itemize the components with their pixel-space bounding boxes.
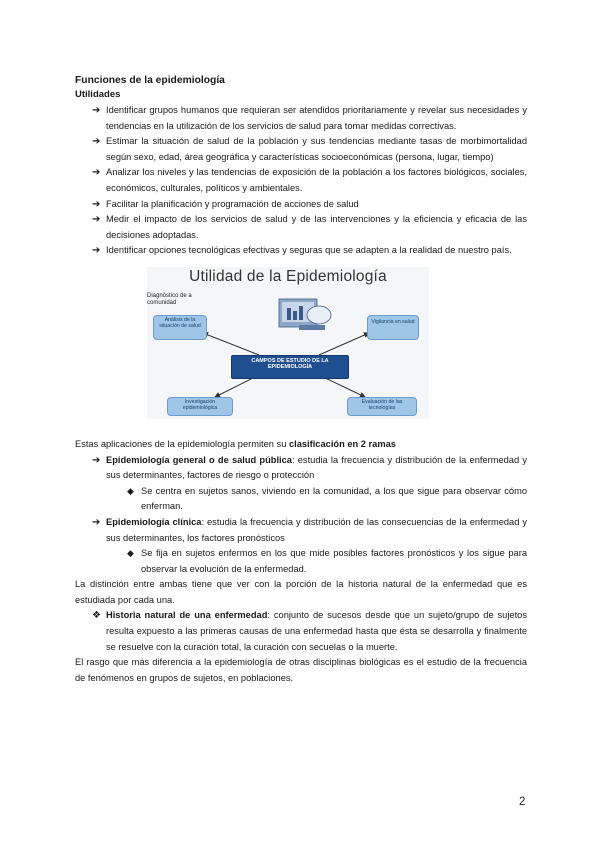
list-item	[75, 546, 527, 577]
arrow-bullet-icon: ➔	[92, 136, 101, 148]
epidemiology-figure	[147, 267, 429, 419]
list-item	[75, 165, 527, 196]
list-item-text: Identificar opciones tecnológicas efectivas y seguras que se adapten a la realidad de nuestro país.	[106, 245, 512, 256]
section-title: Funciones de la epidemiología	[75, 75, 225, 86]
arrow-bullet-icon: ➔	[92, 214, 101, 226]
list-item	[75, 515, 527, 546]
sparkle-bullet-icon: ❖	[92, 610, 101, 622]
diamond-bullet-icon: ◆	[127, 548, 134, 559]
list-item-text: Se fija en sujetos enfermos en los que mide posibles factores pronósticos y los sigue para observar la evolución de la enfermedad.	[141, 548, 527, 574]
list-item-text	[106, 453, 527, 484]
monitor-illustration-icon	[279, 299, 331, 330]
arrow-bullet-icon: ➔	[92, 516, 101, 528]
page-number: 2	[519, 796, 526, 808]
box-situation-analysis: Análisis de la situación de salud	[153, 315, 207, 340]
arrow-bullet-icon: ➔	[92, 245, 101, 257]
list-item-text: Identificar grupos humanos que requieran ser atendidos prioritariamente y revelar sus necesidades y tendencias en la utilización de los servicios de salud para tomar medidas correctivas.	[106, 105, 527, 131]
distinction-paragraph: La distinción entre ambas tiene que ver con la porción de la historia natural de la enfermedad que es estudiada por cada una.	[75, 579, 527, 605]
utilities-list	[75, 103, 527, 259]
classification-intro-bold: clasificación en 2 ramas	[288, 438, 396, 449]
page-content	[75, 74, 527, 686]
list-item-text: Estimar la situación de salud de la población y sus tendencias mediante tasas de morbimortalidad según sexo, edad, área geográfica y características socioeconómicas (persona, lugar, tiempo)	[106, 136, 527, 162]
list-item	[75, 134, 527, 165]
section-subtitle: Utilidades	[75, 89, 121, 100]
list-item	[75, 197, 527, 213]
classification-intro-text: Estas aplicaciones de la epidemiología permiten su	[75, 438, 289, 449]
list-item	[75, 103, 527, 134]
box-technology-evaluation: Evaluación de las tecnologías	[347, 397, 417, 416]
figure-note: Diagnóstico de a comunidad	[147, 292, 192, 306]
figure-title: Utilidad de la Epidemiología	[189, 267, 387, 285]
branch2-term: Epidemiología clínica	[106, 516, 202, 527]
arrow-bullet-icon: ➔	[92, 167, 101, 179]
box-study-fields: CAMPOS DE ESTUDIO DE LA EPIDEMIOLOGÍA	[231, 355, 349, 379]
list-item	[75, 608, 527, 655]
list-item-text: Analizar los niveles y las tendencias de exposición de la población a los factores biológicos, sociales, económicos, culturales, políticos y ambientales.	[106, 167, 527, 193]
branch1-term: Epidemiología general o de salud pública	[106, 454, 292, 465]
branch1-text: : estudia la frecuencia y distribución de la enfermedad y sus determinantes, factores de riesgo o protección	[106, 454, 527, 481]
list-item	[75, 484, 527, 515]
diamond-bullet-icon: ◆	[127, 485, 134, 496]
arrow-bullet-icon: ➔	[92, 454, 101, 466]
arrow-bullet-icon: ➔	[92, 105, 101, 116]
box-health-surveillance: Vigilancia en salud	[367, 315, 419, 340]
list-item	[75, 212, 527, 243]
arrow-to-surveillance	[319, 333, 369, 355]
arrow-to-analysis	[203, 333, 259, 355]
list-item-text	[106, 515, 527, 546]
list-item-text	[106, 608, 527, 655]
arrow-bullet-icon: ➔	[92, 198, 101, 210]
list-item-text: Medir el impacto de los servicios de salud y de las intervenciones y la eficiencia y eficacia de las decisiones adoptadas.	[106, 214, 527, 240]
classification-intro	[75, 437, 527, 453]
list-item	[75, 453, 527, 484]
natural-history-term: Historia natural de una enfermedad	[106, 610, 268, 621]
list-item-text: Se centra en sujetos sanos, viviendo en la comunidad, a los que sigue para observar cómo enferman.	[141, 485, 527, 512]
branch2-text: : estudia la frecuencia y distribución de las consecuencias de la enfermedad y sus determinantes, los factores pronósticos	[106, 516, 527, 543]
list-item	[75, 243, 527, 259]
closing-paragraph: El rasgo que más diferencia a la epidemiología de otras disciplinas biológicas es el estudio de la frecuencia de fenómenos en grupos de sujetos, en poblaciones.	[75, 657, 527, 683]
box-epidemiological-research: Investigación epidemiológica	[167, 397, 233, 416]
list-item-text: Facilitar la planificación y programación de acciones de salud	[106, 198, 359, 209]
natural-history-text: : conjunto de sucesos desde que un sujeto/grupo de sujetos resulta expuesto a las primeras causas de una enfermedad hasta que ésta se desarrolla y finalmente se resuelve con la curación total, la curación con secuelas o la muerte.	[106, 610, 527, 652]
